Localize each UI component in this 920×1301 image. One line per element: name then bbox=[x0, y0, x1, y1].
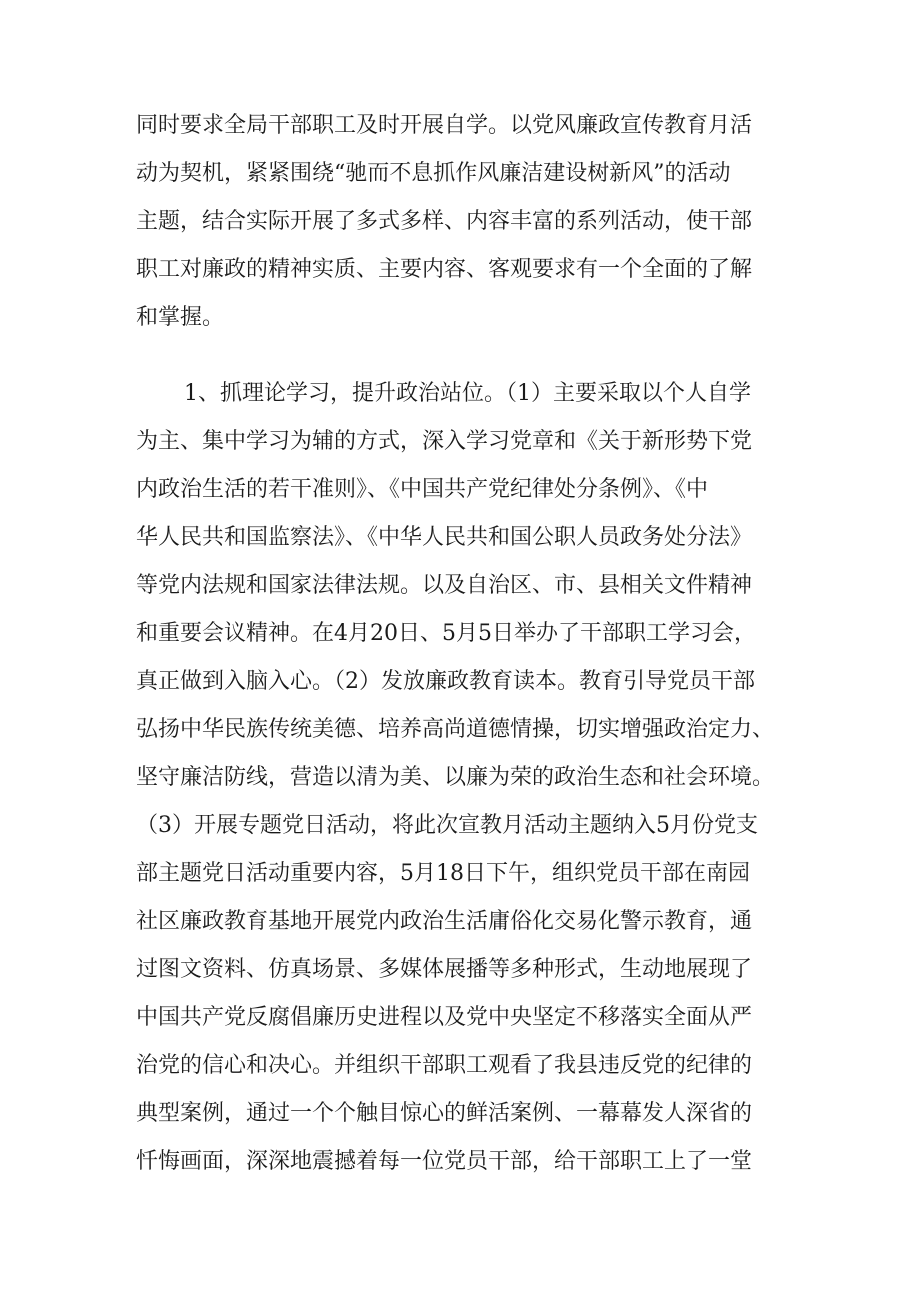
text-line: 治党的信心和决心。并组织干部职工观看了我县违反党的纪律的 bbox=[136, 1053, 753, 1078]
text-line: 过图文资料、仿真场景、多媒体展播等多种形式，生动地展现了 bbox=[136, 957, 753, 982]
text-line: 中国共产党反腐倡廉历史进程以及党中央坚定不移落实全面从严 bbox=[136, 1005, 753, 1030]
text-line: 主题，结合实际开展了多式多样、内容丰富的系列活动，使干部 bbox=[136, 209, 753, 234]
text-line: 忏悔画面，深深地震撼着每一位党员干部，给干部职工上了一堂 bbox=[136, 1149, 753, 1174]
text-line: 内政治生活的若干准则》、《中国共产党纪律处分条例》、《中 bbox=[136, 477, 709, 502]
text-line: 真正做到入脑入心。（2）发放廉政教育读本。教育引导党员干部 bbox=[136, 669, 755, 694]
text-line: 和重要会议精神。在4月20日、5月5日举办了干部职工学习会， bbox=[136, 621, 756, 646]
text-line: 职工对廉政的精神实质、主要内容、客观要求有一个全面的了解 bbox=[136, 257, 753, 282]
text-line: 坚守廉洁防线，营造以清为美、以廉为荣的政治生态和社会环境。 bbox=[136, 765, 775, 790]
text-line: 1、抓理论学习，提升政治站位。（1）主要采取以个人自学 bbox=[184, 381, 751, 406]
text-line: 等党内法规和国家法律法规。以及自治区、市、县相关文件精神 bbox=[136, 573, 753, 598]
text-line: 和掌握。 bbox=[136, 305, 225, 330]
text-line: 同时要求全局干部职工及时开展自学。以党风廉政宣传教育月活 bbox=[136, 113, 753, 138]
text-line: 弘扬中华民族传统美德、培养高尚道德情操，切实增强政治定力、 bbox=[136, 717, 775, 742]
text-line: 社区廉政教育基地开展党内政治生活庸俗化交易化警示教育，通 bbox=[136, 909, 753, 934]
text-line: 华人民共和国监察法》、《中华人民共和国公职人员政务处分法》 bbox=[136, 525, 753, 550]
text-line: 部主题党日活动重要内容，5月18日下午，组织党员干部在南园 bbox=[136, 861, 750, 886]
text-line: 动为契机，紧紧围绕“驰而不息抓作风廉洁建设树新风”的活动 bbox=[136, 161, 731, 186]
text-line: 为主、集中学习为辅的方式，深入学习党章和《关于新形势下党 bbox=[136, 429, 753, 454]
text-line: （3）开展专题党日活动，将此次宣教月活动主题纳入5月份党支 bbox=[136, 813, 758, 838]
text-line: 典型案例，通过一个个触目惊心的鲜活案例、一幕幕发人深省的 bbox=[136, 1101, 753, 1126]
